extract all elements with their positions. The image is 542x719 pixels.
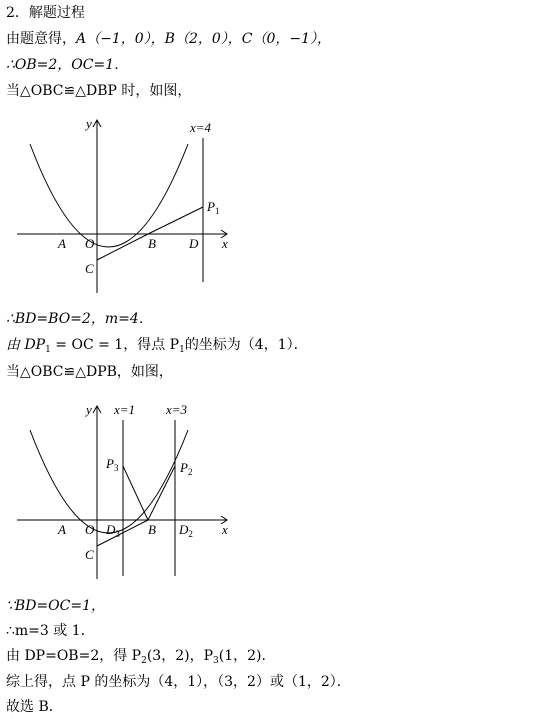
d2-letter: D — [179, 522, 189, 537]
ob-oc-line: ∴OB=2，OC=1． — [6, 57, 129, 73]
x-label: x — [222, 236, 228, 251]
dp1-c: = OC = 1，得点 P — [50, 337, 180, 353]
dp-ob-a: 由 DP=OB=2，得 P — [6, 648, 142, 664]
bd-line — [6, 310, 153, 328]
p2-label — [179, 460, 192, 477]
summary-line: 综上得，点 P 的坐标为（4，1），（3，2）或（1，2）． — [6, 674, 351, 690]
c-label: C — [85, 261, 94, 276]
m-values-line: ∴m=3 或 1． — [6, 623, 95, 639]
x3-label: x=3 — [166, 402, 188, 417]
o-label: O — [85, 522, 95, 537]
figure-2 — [12, 396, 242, 586]
d2-label — [178, 522, 193, 539]
p1-coord-sub: 1 — [179, 345, 185, 355]
given-prefix: 由题意得， — [6, 31, 76, 47]
parabola-curve — [30, 144, 188, 247]
p1-sub: 1 — [214, 206, 220, 216]
dp-ob-e: (1，2)． — [218, 648, 276, 664]
p1-label — [206, 199, 219, 216]
b-label: B — [148, 236, 156, 251]
given-points-line — [6, 30, 331, 48]
heading-line: 2．解题过程 — [6, 5, 85, 21]
p2-letter: P — [180, 460, 188, 475]
c-label: C — [85, 547, 94, 562]
bd-text: ∴BD=BO=2，m=4． — [6, 311, 153, 327]
bd-oc-line: ∵BD=OC=1， — [6, 598, 105, 614]
parabola-curve — [30, 430, 188, 533]
d3-sub: 3 — [115, 529, 120, 539]
y-label: y — [86, 402, 92, 417]
d2-sub: 2 — [188, 529, 193, 539]
p1-letter: P — [207, 199, 215, 214]
p3-coord-sub: 3 — [213, 656, 219, 666]
answer-line: 故选 B． — [6, 699, 63, 715]
o-label: O — [85, 236, 95, 251]
dp-ob-line — [6, 647, 276, 665]
y-label: y — [86, 116, 92, 131]
dp1-a: 由 DP — [6, 337, 46, 353]
segment-bp2 — [148, 466, 175, 520]
a-label: A — [58, 522, 66, 537]
x-label: x — [222, 522, 228, 537]
d-label: D — [189, 236, 199, 251]
p2-sub: 2 — [187, 467, 193, 477]
x1-label: x=1 — [114, 402, 136, 417]
case1-line: 当△OBC≌△DBP 时，如图， — [6, 83, 192, 99]
d3-letter: D — [106, 522, 116, 537]
p3-label — [105, 456, 119, 473]
p3-letter: P — [106, 456, 114, 471]
figure-1 — [12, 110, 242, 300]
segment-bp1 — [148, 207, 203, 234]
b-label: B — [148, 522, 156, 537]
p2-coord-sub: 2 — [141, 656, 147, 666]
dp1-line — [6, 336, 308, 354]
point-a-text: A（−1，0）， — [76, 31, 165, 47]
x4-label: x=4 — [190, 120, 212, 135]
d3-label — [105, 522, 120, 539]
point-b-text: B（2，0）， — [164, 31, 242, 47]
dp-ob-c: (3，2)，P — [146, 648, 214, 664]
case2-line: 当△OBC≌△DPB，如图， — [6, 364, 173, 380]
p3-sub: 3 — [113, 463, 119, 473]
a-label: A — [58, 236, 66, 251]
dp1-e: 的坐标为（4，1）． — [184, 337, 308, 353]
segment-p3b — [123, 466, 148, 520]
point-c-text: C（0，−1）， — [241, 31, 332, 47]
dp1-sub: 1 — [45, 345, 51, 355]
